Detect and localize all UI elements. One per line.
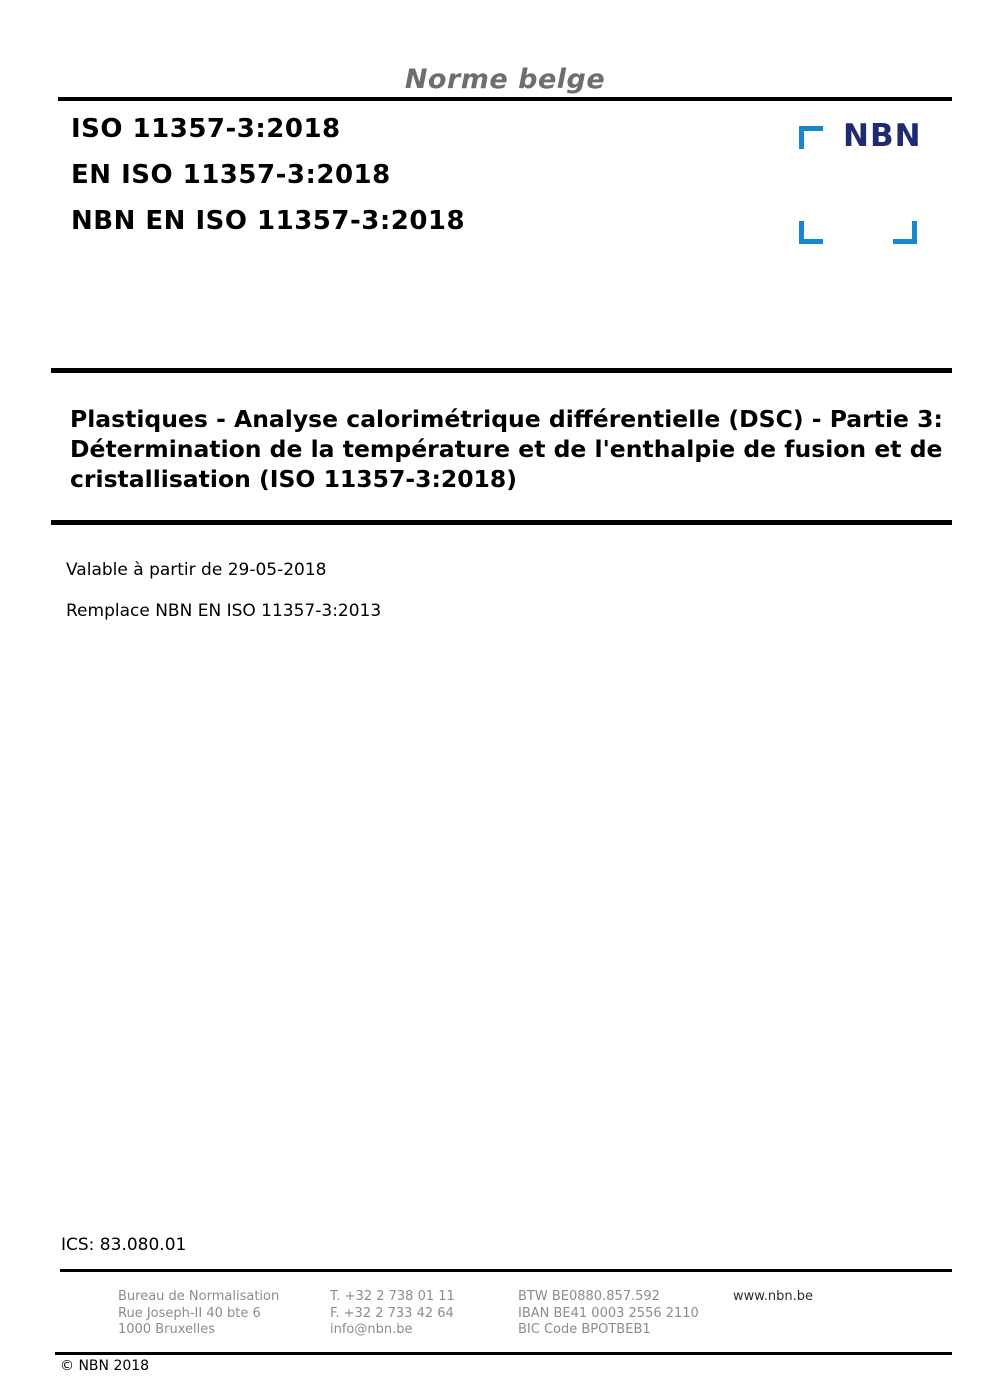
footer-fax: F. +32 2 733 42 64: [330, 1305, 454, 1321]
document-title-line-3: cristallisation (ISO 11357-3:2018): [70, 465, 517, 493]
page-header-label: Norme belge: [404, 64, 606, 95]
title-top-rule: [51, 368, 952, 373]
header-divider-rule: [58, 97, 952, 101]
standard-code-iso: ISO 11357-3:2018: [71, 114, 341, 144]
footer-phone: T. +32 2 738 01 11: [330, 1289, 455, 1304]
footer-street-address: Rue Joseph-II 40 bte 6: [118, 1305, 261, 1321]
nbn-logo-bracket-top-left-icon: [799, 126, 823, 149]
standard-code-nbn-en-iso: NBN EN ISO 11357-3:2018: [71, 206, 466, 236]
footer-email: info@nbn.be: [330, 1322, 413, 1337]
nbn-logo-text: NBN: [843, 118, 922, 154]
title-bottom-rule: [51, 520, 952, 525]
nbn-logo-bracket-bottom-left-icon: [799, 221, 823, 244]
copyright-line: © NBN 2018: [60, 1358, 150, 1374]
ics-code-line: ICS: 83.080.01: [61, 1235, 187, 1255]
footer-website-url: www.nbn.be: [733, 1289, 813, 1304]
footer-top-rule: [60, 1269, 952, 1272]
document-title-line-1: Plastiques - Analyse calorimétrique différentielle (DSC) - Partie 3:: [70, 405, 943, 433]
footer-organization-name: Bureau de Normalisation: [118, 1289, 280, 1304]
footer-address-column: [118, 1289, 279, 1339]
footer-btw-number: BTW BE0880.857.592: [518, 1289, 660, 1304]
document-title-line-2: Détermination de la température et de l'enthalpie de fusion et de: [70, 435, 943, 463]
document-title: [70, 404, 950, 494]
validity-date-line: Valable à partir de 29-05-2018: [66, 560, 327, 580]
standard-code-en-iso: EN ISO 11357-3:2018: [71, 160, 391, 190]
footer-contact-column: [330, 1289, 455, 1339]
copyright-rule: [55, 1352, 952, 1355]
footer-iban-number: IBAN BE41 0003 2556 2110: [518, 1305, 699, 1321]
footer-banking-column: [518, 1289, 699, 1339]
footer-bic-code: BIC Code BPOTBEB1: [518, 1322, 651, 1337]
footer-city: 1000 Bruxelles: [118, 1322, 216, 1337]
standard-codes: [71, 106, 465, 244]
nbn-logo-bracket-bottom-right-icon: [893, 221, 917, 244]
replaces-standard-line: Remplace NBN EN ISO 11357-3:2013: [66, 601, 382, 621]
